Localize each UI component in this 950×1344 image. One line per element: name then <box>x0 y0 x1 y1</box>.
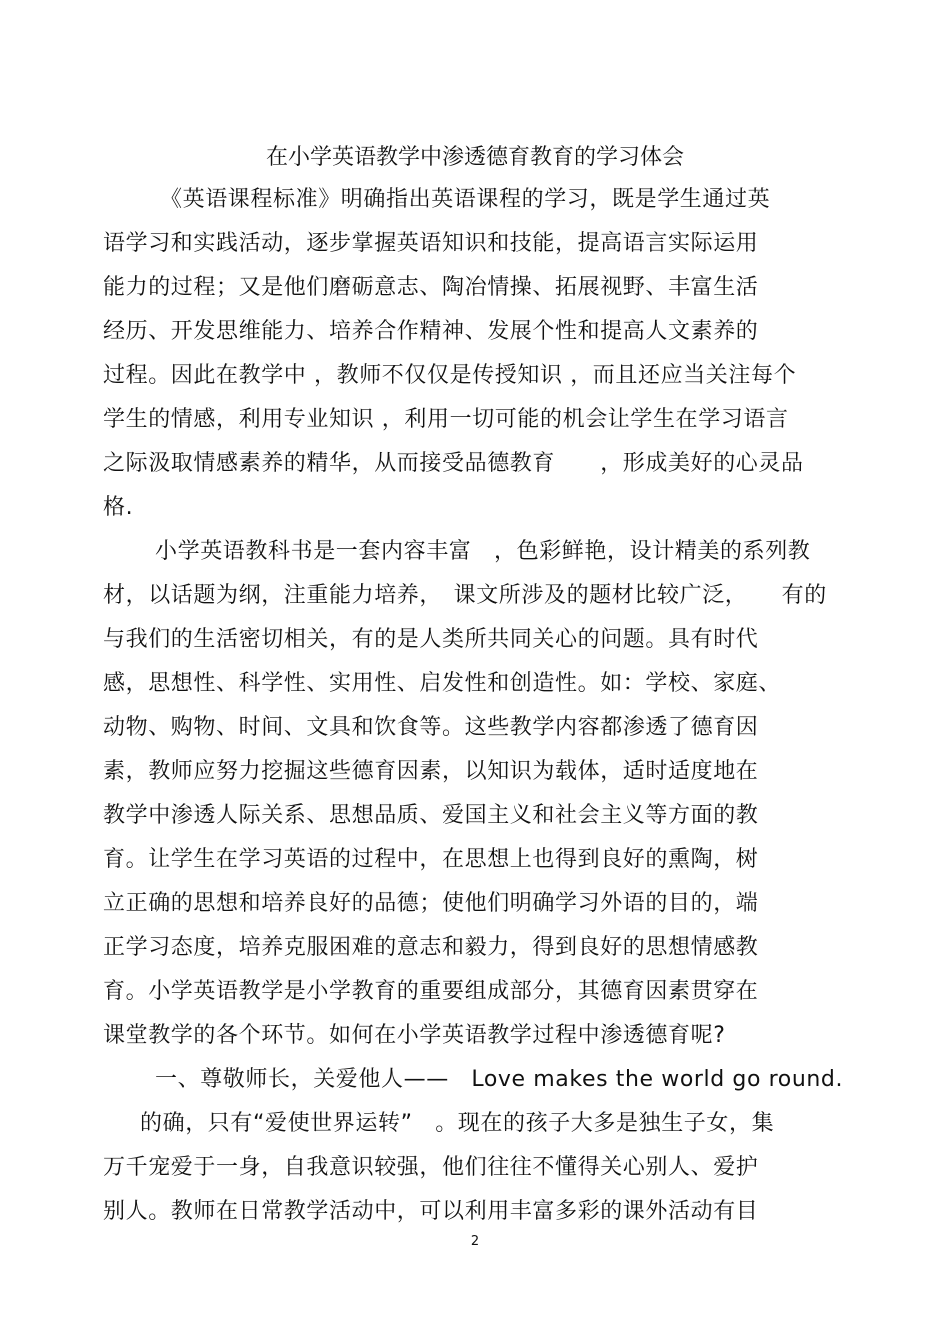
paragraph-line: 学生的情感，利用专业知识 ，利用一切可能的机会让学生在学习语言 <box>103 407 789 432</box>
paragraph-line: 育。让学生在学习英语的过程中，在思想上也得到良好的熏陶，树 <box>103 847 759 872</box>
paragraph-line: 课堂教学的各个环节。如何在小学英语教学过程中渗透德育呢? <box>103 1023 726 1048</box>
paragraph-line: 材，以话题为纲，注重能力培养， 课文所涉及的题材比较广泛， 有的 <box>103 583 827 608</box>
page-number: 2 <box>470 1234 480 1249</box>
paragraph-line: 教学中渗透人际关系、思想品质、爱国主义和社会主义等方面的教 <box>103 803 759 828</box>
paragraph-line: 小学英语教科书是一套内容丰富 ，色彩鲜艳，设计精美的系列教 <box>155 539 811 564</box>
paragraph-line: 素，教师应努力挖掘这些德育因素，以知识为载体，适时适度地在 <box>103 759 759 784</box>
paragraph-line: 万千宠爱于一身，自我意识较强，他们往往不懂得关心别人、爱护 <box>103 1155 759 1180</box>
paragraph-line: 经历、开发思维能力、培养合作精神、发展个性和提高人文素养的 <box>103 319 759 344</box>
paragraph-line: 之际汲取情感素养的精华，从而接受品德教育 ，形成美好的心灵品 <box>103 451 804 476</box>
paragraph-line: 的确，只有“爱使世界运转” 。现在的孩子大多是独生子女，集 <box>140 1111 775 1136</box>
paragraph-line: 语学习和实践活动，逐步掌握英语知识和技能，提高语言实际运用 <box>103 231 759 256</box>
document-title: 在小学英语教学中渗透德育教育的学习体会 <box>265 145 684 170</box>
section-heading-line: 一、尊敬师长，关爱他人—— Love makes the world go round. <box>155 1067 844 1092</box>
paragraph-line: 格. <box>103 495 134 520</box>
paragraph-line: 立正确的思想和培养良好的品德；使他们明确学习外语的目的，端 <box>103 891 759 916</box>
paragraph-line: 正学习态度，培养克服困难的意志和毅力，得到良好的思想情感教 <box>103 935 759 960</box>
paragraph-line: 育。小学英语教学是小学教育的重要组成部分，其德育因素贯穿在 <box>103 979 759 1004</box>
paragraph-line: 《英语课程标准》明确指出英语课程的学习，既是学生通过英 <box>160 187 771 212</box>
paragraph-line: 能力的过程；又是他们磨砺意志、陶冶情操、拓展视野、丰富生活 <box>103 275 759 300</box>
paragraph-line: 与我们的生活密切相关，有的是人类所共同关心的问题。具有时代 <box>103 627 759 652</box>
paragraph-line: 动物、购物、时间、文具和饮食等。这些教学内容都渗透了德育因 <box>103 715 759 740</box>
paragraph-line: 过程。因此在教学中 ，教师不仅仅是传授知识 ，而且还应当关注每个 <box>103 363 797 388</box>
paragraph-line: 别人。教师在日常教学活动中，可以利用丰富多彩的课外活动有目 <box>103 1199 759 1224</box>
paragraph-line: 感，思想性、科学性、实用性、启发性和创造性。如：学校、家庭、 <box>103 671 782 696</box>
